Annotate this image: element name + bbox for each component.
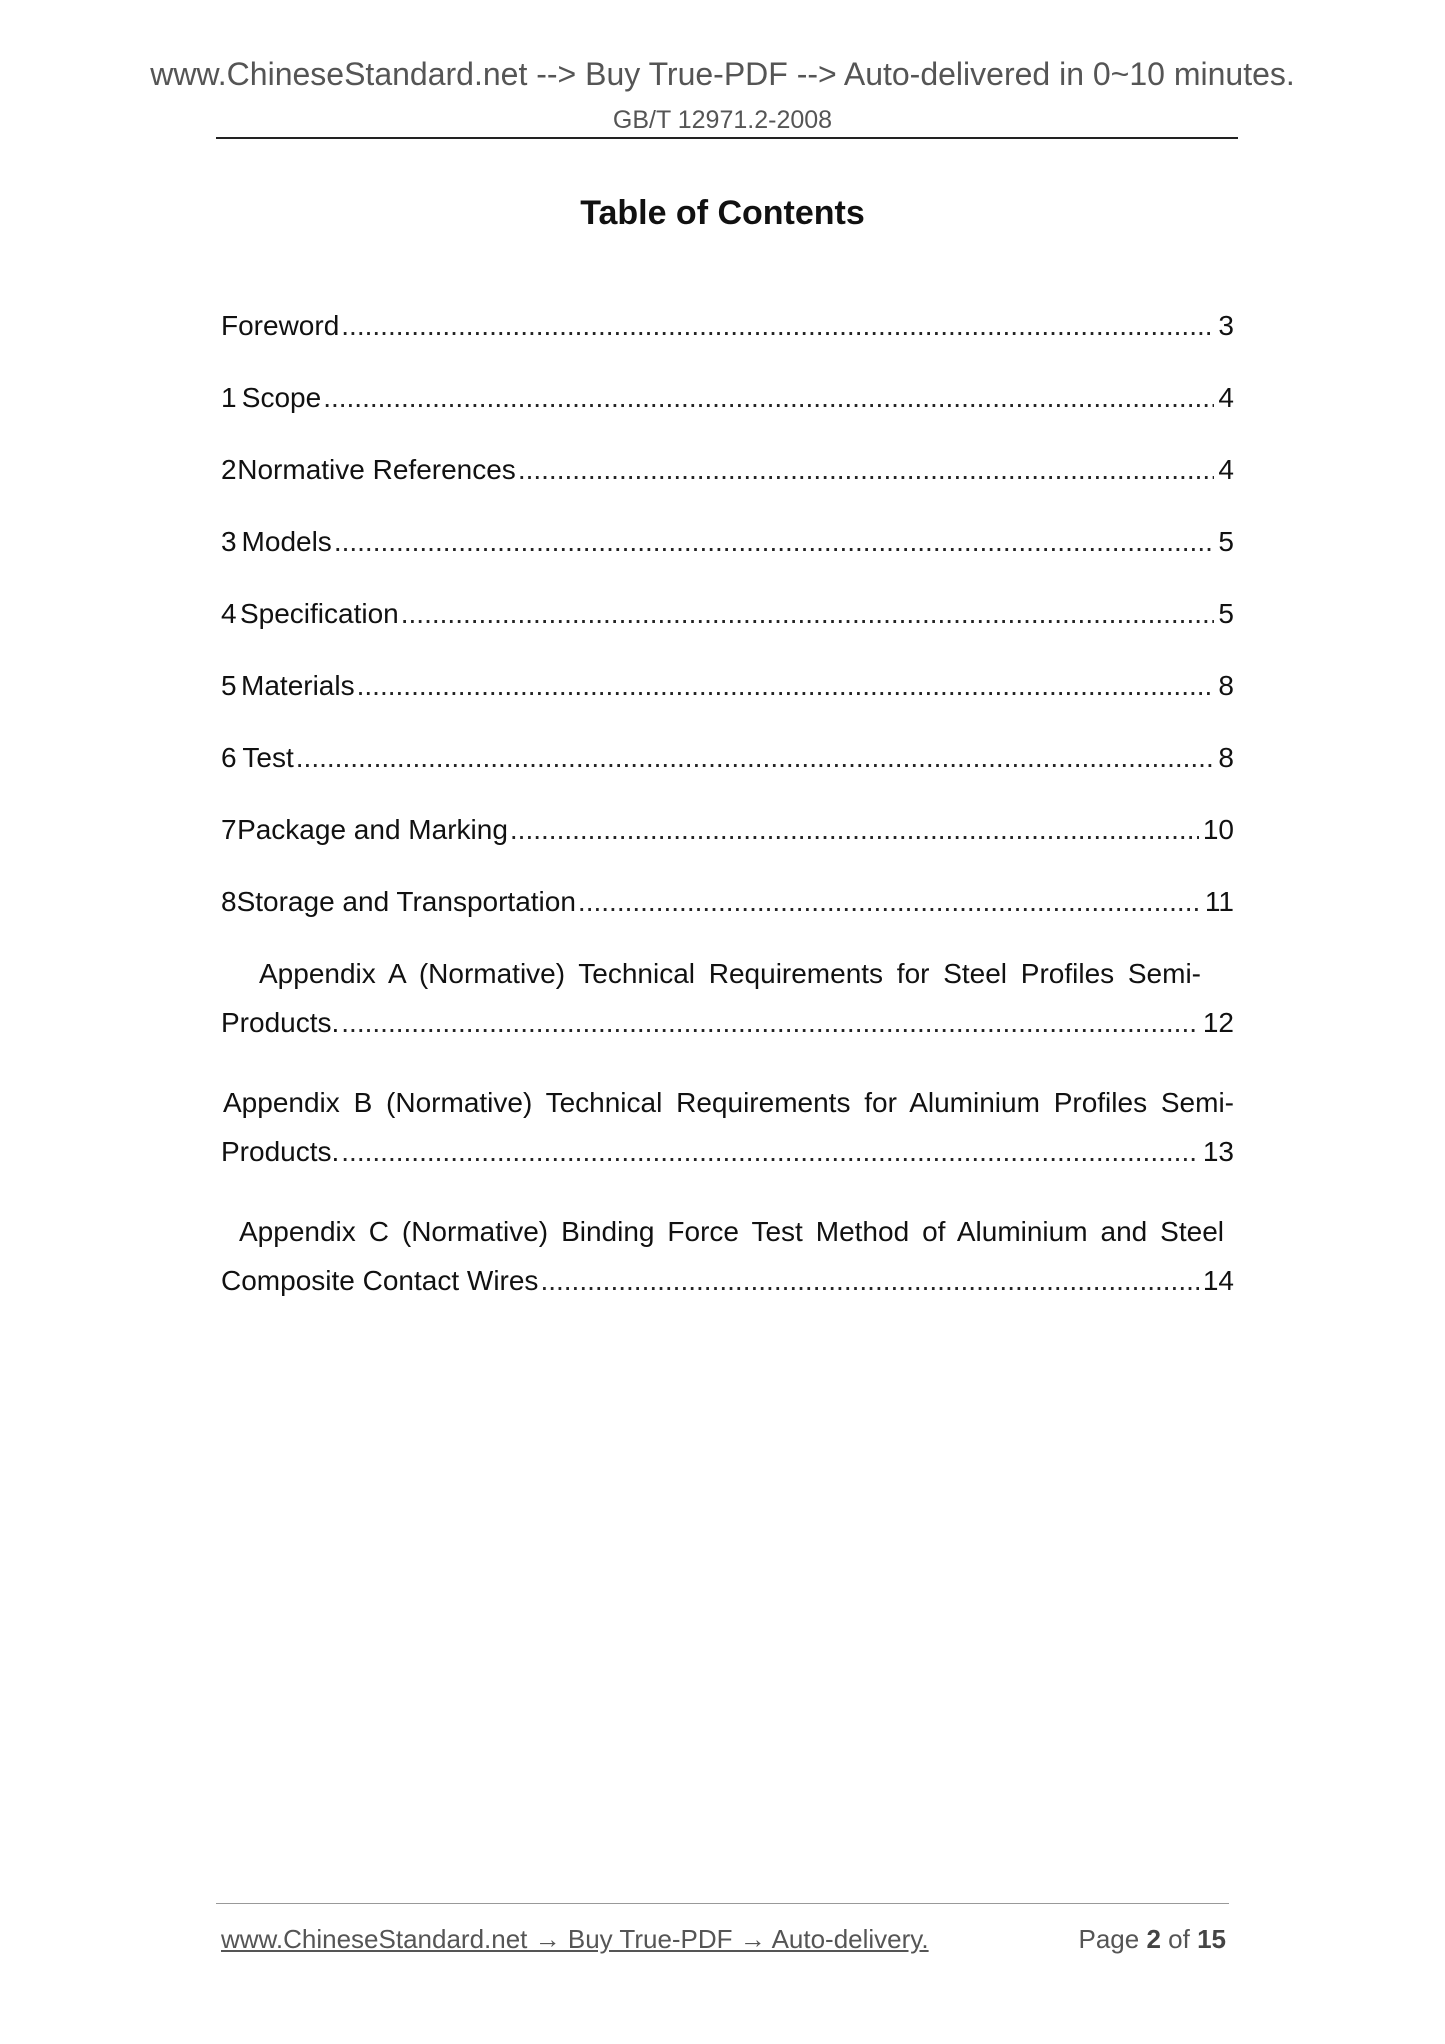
toc-entry-page: 8 [1218,742,1234,773]
toc-appendix-title: Appendix A (Normative) Technical Requirements for Steel Profiles Semi- [259,958,1201,989]
toc-entry-foreword[interactable] [221,310,1234,350]
dot-leader [323,382,1214,414]
total-pages: 15 [1197,1924,1226,1954]
toc-entry-page: 11 [1204,886,1234,917]
toc-entry-appendix-b[interactable] [221,1087,1234,1187]
dot-leader [341,1136,1199,1168]
toc-entry-page: 5 [1218,526,1234,557]
toc-entry-label: Storage and Transportation [236,886,576,917]
dot-leader [357,670,1215,702]
toc-entry-scope[interactable] [221,382,1234,422]
footer-link[interactable]: www.ChineseStandard.net → Buy True-PDF → Auto-delivery. [221,1924,929,1954]
dot-leader [578,886,1201,918]
toc-appendix-title: Appendix C (Normative) Binding Force Test Method of Aluminium and Steel [239,1216,1224,1247]
toc-entry-number: 7 [221,814,237,845]
toc-entry-number: 6 [221,742,237,773]
toc-entry-page: 12 [1202,1007,1234,1038]
dot-leader [510,814,1199,846]
toc-entry-label: Scope [241,382,322,413]
standard-code: GB/T 12971.2-2008 [612,106,833,134]
toc-entry-models[interactable] [221,526,1234,566]
toc-entry-number: 5 [221,670,237,701]
dot-leader [341,1007,1199,1039]
toc-entry-label: Test [242,742,294,773]
toc-entry-number: 1 [221,382,237,413]
dot-leader [540,1265,1198,1297]
toc-entry-label: Package and Marking [237,814,508,845]
toc-entry-specification[interactable] [221,598,1234,638]
toc-entry-label: Materials [241,670,355,701]
page-prefix: Page [1078,1924,1140,1954]
dot-leader [341,310,1214,342]
toc-appendix-title-cont: Products. [221,1007,340,1038]
toc-entry-appendix-c[interactable] [221,1216,1234,1316]
toc-entry-test[interactable] [221,742,1234,782]
dot-leader [518,454,1215,486]
page-of: of [1168,1924,1190,1954]
toc-entry-storage-and-transportation[interactable] [221,886,1234,926]
toc-entry-page: 14 [1202,1265,1234,1296]
toc-entry-materials[interactable] [221,670,1234,710]
toc-appendix-title: Appendix B (Normative) Technical Requirements for Aluminium Profiles Semi- [223,1087,1234,1118]
toc-entry-appendix-a[interactable] [221,958,1234,1058]
footer-divider [216,1903,1229,1904]
toc-entry-page: 3 [1218,310,1234,341]
toc-appendix-title-cont: Composite Contact Wires [221,1265,539,1296]
header-divider [216,137,1238,139]
toc-entry-page: 5 [1218,598,1234,629]
toc-entry-page: 4 [1218,382,1234,413]
page-counter [1078,1924,1226,1955]
toc-entry-number: 8 [221,886,237,917]
toc-entry-number: 3 [221,526,237,557]
dot-leader [401,598,1215,630]
toc-entry-number: 4 [221,598,237,629]
toc-entry-label: Models [241,526,332,557]
toc-entry-normative-references[interactable] [221,454,1234,494]
toc-entry-page: 8 [1218,670,1234,701]
dot-leader [296,742,1215,774]
current-page: 2 [1146,1924,1161,1954]
dot-leader [334,526,1215,558]
toc-entry-number: 2 [221,454,237,485]
toc-entry-page: 4 [1218,454,1234,485]
toc-appendix-title-cont: Products. [221,1136,340,1167]
toc-entry-page: 13 [1202,1136,1234,1167]
toc-entry-page: 10 [1202,814,1234,845]
toc-entry-label: Normative References [237,454,516,485]
toc-entry-label: Foreword [221,310,340,341]
page-title: Table of Contents [580,194,865,232]
toc-entry-package-and-marking[interactable] [221,814,1234,854]
header-banner[interactable]: www.ChineseStandard.net --> Buy True-PDF --> Auto-delivered in 0~10 minutes. [150,56,1295,92]
toc-entry-label: Specification [239,598,399,629]
